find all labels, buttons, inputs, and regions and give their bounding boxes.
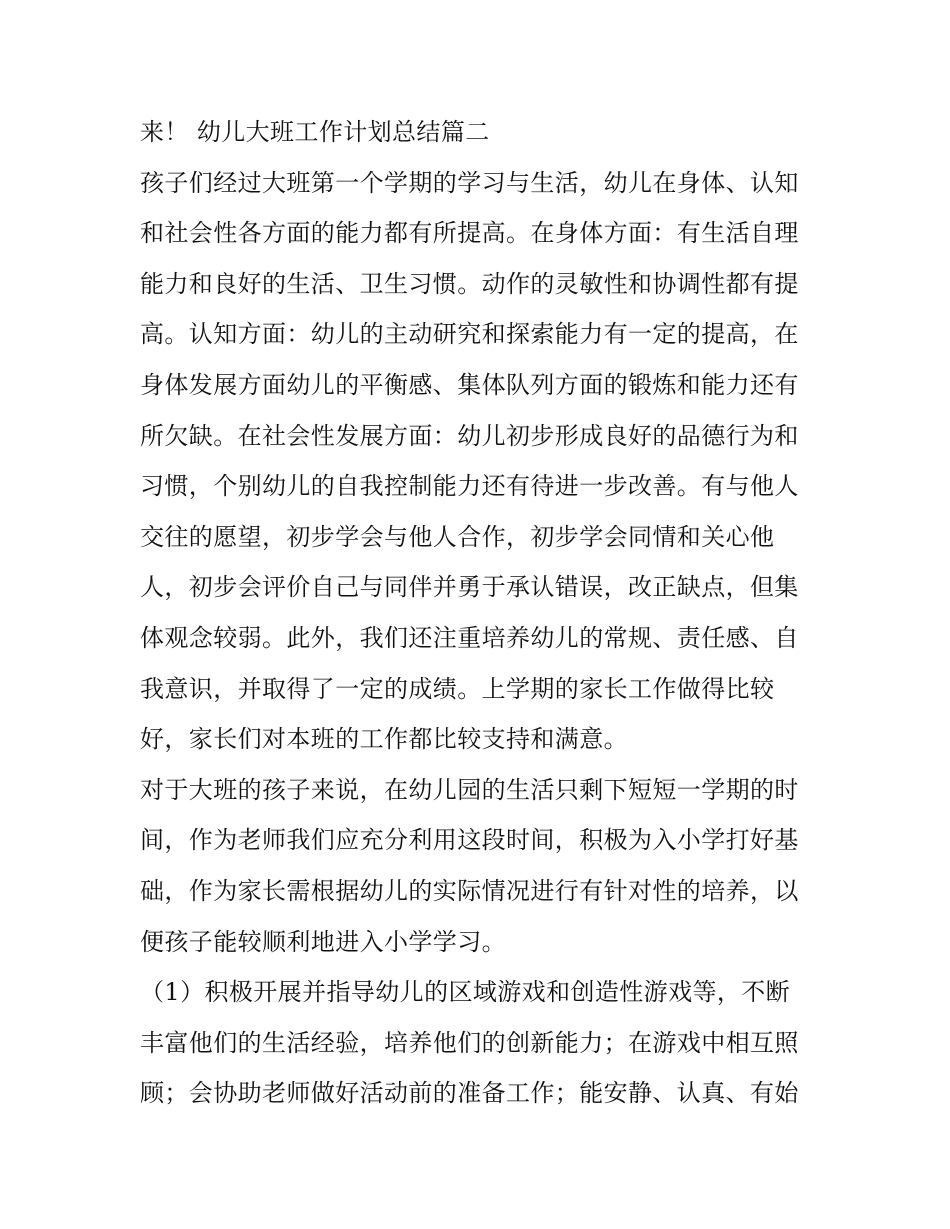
text-line: 顾；会协助老师做好活动前的准备工作；能安静、认真、有始 [140, 1079, 799, 1108]
text-line: 来！ 幼儿大班工作计划总结篇二 [140, 118, 490, 146]
text-line: 便孩子能较顺利地进入小学学习。 [140, 927, 506, 956]
text-line: 间，作为老师我们应充分利用这段时间，积极为入小学打好基 [140, 826, 799, 855]
text-line: 人，初步会评价自己与同伴并勇于承认错误，改正缺点，但集 [140, 573, 799, 602]
text-line: 好，家长们对本班的工作都比较支持和满意。 [140, 725, 628, 754]
text-line: 所欠缺。在社会性发展方面：幼儿初步形成良好的品德行为和 [140, 421, 799, 450]
text-line: 和社会性各方面的能力都有所提高。在身体方面：有生活自理 [140, 219, 799, 248]
text-line: 高。认知方面：幼儿的主动研究和探索能力有一定的提高，在 [140, 320, 799, 349]
text-line: 交往的愿望，初步学会与他人合作，初步学会同情和关心他 [140, 522, 775, 551]
body-text [140, 107, 820, 1119]
text-line: 丰富他们的生活经验，培养他们的创新能力；在游戏中相互照 [140, 1028, 799, 1057]
text-line: 习惯，个别幼儿的自我控制能力还有待进一步改善。有与他人 [140, 472, 799, 501]
text-line: 身体发展方面幼儿的平衡感、集体队列方面的锻炼和能力还有 [140, 370, 799, 399]
text-line: （1）积极开展并指导幼儿的区域游戏和创造性游戏等，不断 [140, 978, 791, 1007]
text-line: 能力和良好的生活、卫生习惯。动作的灵敏性和协调性都有提 [140, 269, 799, 298]
text-line: 对于大班的孩子来说，在幼儿园的生活只剩下短短一学期的时 [140, 775, 799, 804]
text-line: 体观念较弱。此外，我们还注重培养幼儿的常规、责任感、自 [140, 623, 799, 652]
text-line: 础，作为家长需根据幼儿的实际情况进行有针对性的培养，以 [140, 876, 799, 905]
text-line: 我意识，并取得了一定的成绩。上学期的家长工作做得比较 [140, 674, 775, 703]
text-line: 孩子们经过大班第一个学期的学习与生活，幼儿在身体、认知 [140, 168, 799, 197]
